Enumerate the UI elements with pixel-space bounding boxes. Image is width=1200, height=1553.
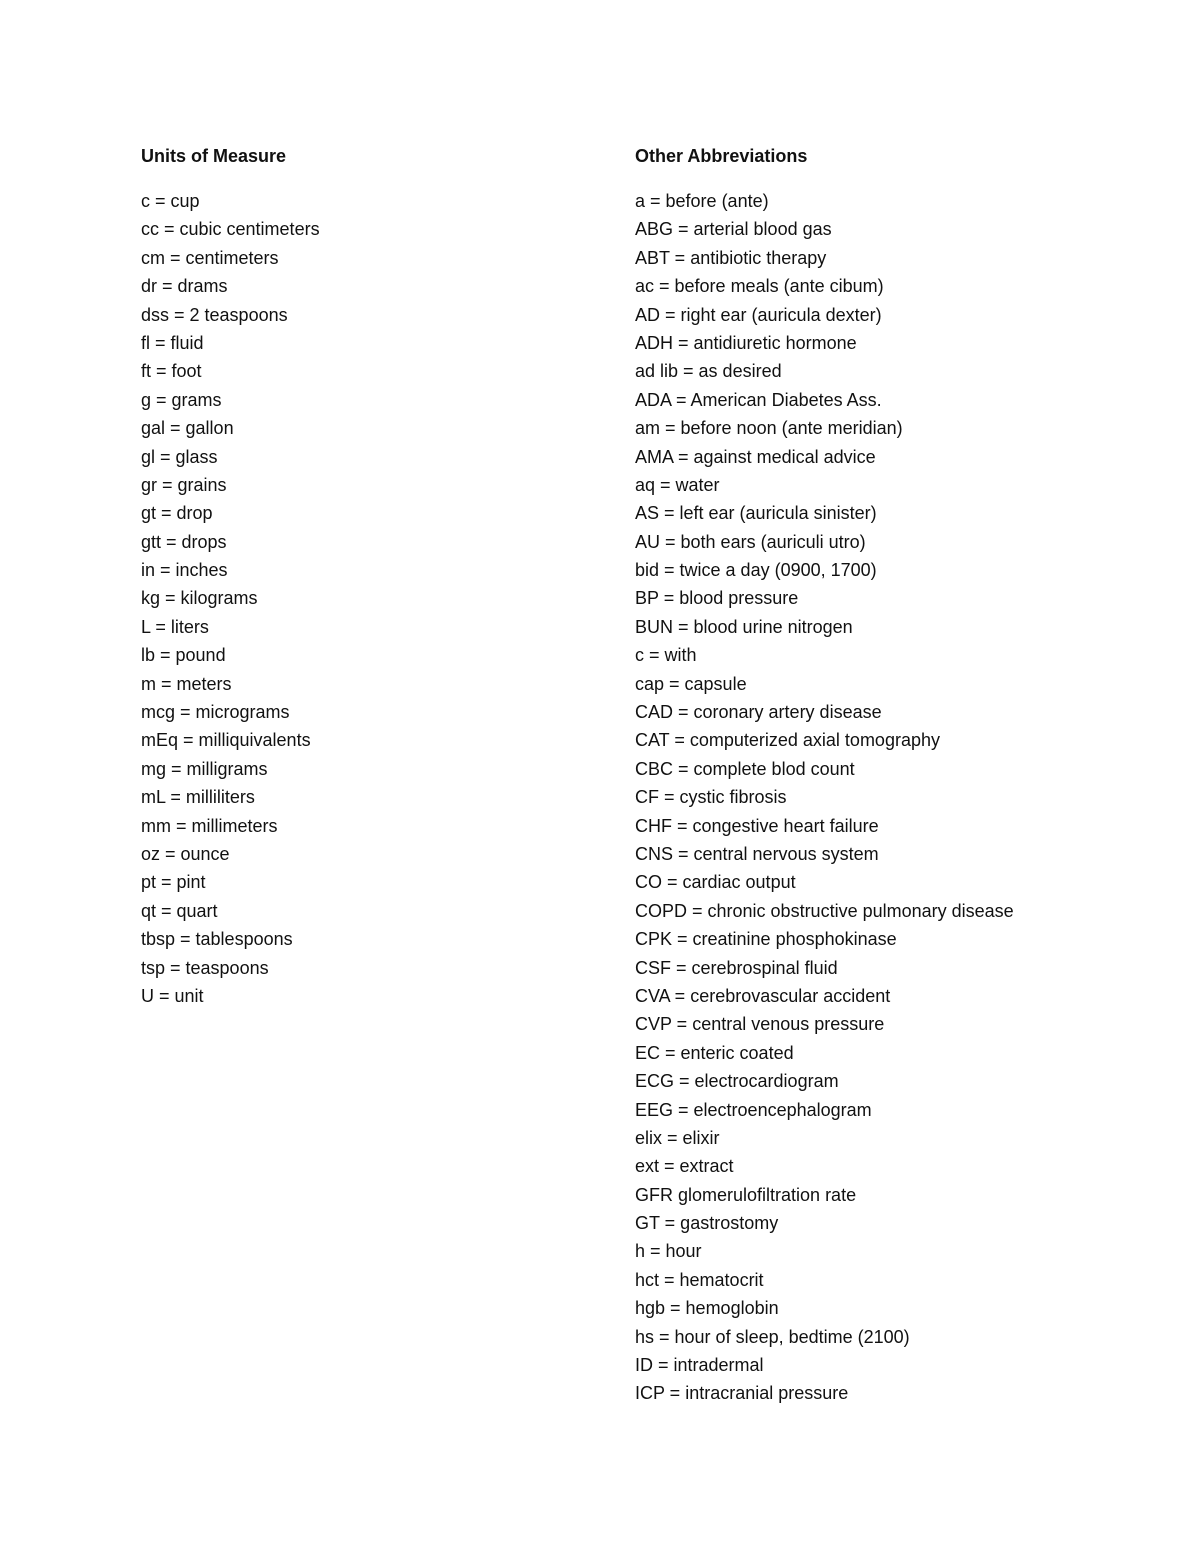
list-item: hgb = hemoglobin [635,1298,779,1319]
list-item: elix = elixir [635,1127,720,1148]
list-item: CSF = cerebrospinal fluid [635,957,838,978]
list-item: mEq = milliquivalents [141,730,311,751]
list-item: ADH = antidiuretic hormone [635,332,857,353]
list-item: c = with [635,645,697,666]
list-item: ID = intradermal [635,1355,764,1376]
list-item: EEG = electroencephalogram [635,1099,872,1120]
list-item: dr = drams [141,276,228,297]
list-item: CPK = creatinine phosphokinase [635,929,897,950]
list-item: dss = 2 teaspoons [141,304,288,325]
list-item: AD = right ear (auricula dexter) [635,304,882,325]
list-item: am = before noon (ante meridian) [635,418,903,439]
list-item: cc = cubic centimeters [141,219,320,240]
list-item: U = unit [141,985,204,1006]
list-item: lb = pound [141,645,226,666]
list-item: AU = both ears (auriculi utro) [635,531,866,552]
list-item: L = liters [141,616,209,637]
abbreviations-heading: Other Abbreviations [635,146,808,166]
list-item: ft = foot [141,361,202,382]
list-item: EC = enteric coated [635,1042,794,1063]
list-item: tbsp = tablespoons [141,929,293,950]
list-item: tsp = teaspoons [141,957,269,978]
other-abbreviations-column [635,143,1155,1408]
list-item: CF = cystic fibrosis [635,787,787,808]
list-item: ICP = intracranial pressure [635,1383,849,1404]
list-item: hct = hematocrit [635,1269,764,1290]
list-item: in = inches [141,560,228,581]
list-item: g = grams [141,389,222,410]
list-item: GFR glomerulofiltration rate [635,1184,857,1205]
list-item: pt = pint [141,872,206,893]
list-item: a = before (ante) [635,191,769,211]
list-item: oz = ounce [141,843,230,864]
list-item: CAD = coronary artery disease [635,702,882,723]
list-item: kg = kilograms [141,588,258,609]
list-item: ABG = arterial blood gas [635,219,832,240]
list-item: bid = twice a day (0900, 1700) [635,560,877,581]
list-item: qt = quart [141,900,218,921]
list-item: CVP = central venous pressure [635,1014,885,1035]
list-item: mg = milligrams [141,758,268,779]
list-item: mm = millimeters [141,815,278,836]
list-item: gal = gallon [141,418,234,439]
list-item: ABT = antibiotic therapy [635,247,827,268]
list-item: c = cup [141,191,200,211]
list-item: gr = grains [141,474,227,495]
list-item: ECG = electrocardiogram [635,1071,839,1092]
units-heading: Units of Measure [141,146,287,166]
list-item: CBC = complete blod count [635,758,855,779]
list-item: CNS = central nervous system [635,843,879,864]
list-item: cap = capsule [635,673,747,694]
list-item: GT = gastrostomy [635,1213,779,1234]
list-item: CAT = computerized axial tomography [635,730,940,751]
list-item: gt = drop [141,503,213,524]
units-of-measure-column [141,143,581,1010]
list-item: m = meters [141,673,232,694]
list-item: CO = cardiac output [635,872,796,893]
list-item: aq = water [635,474,720,495]
list-item: hs = hour of sleep, bedtime (2100) [635,1326,910,1347]
list-item: ADA = American Diabetes Ass. [635,389,882,410]
list-item: cm = centimeters [141,247,279,268]
list-item: gl = glass [141,446,218,467]
list-item: BP = blood pressure [635,588,799,609]
list-item: gtt = drops [141,531,227,552]
list-item: ac = before meals (ante cibum) [635,276,884,297]
units-list [141,187,581,1010]
list-item: mL = milliliters [141,787,255,808]
list-item: ext = extract [635,1156,734,1177]
list-item: BUN = blood urine nitrogen [635,616,853,637]
list-item: AS = left ear (auricula sinister) [635,503,877,524]
list-item: AMA = against medical advice [635,446,876,467]
list-item: COPD = chronic obstructive pulmonary disease [635,900,1014,921]
list-item: CVA = cerebrovascular accident [635,985,891,1006]
list-item: mcg = micrograms [141,702,290,723]
list-item: fl = fluid [141,332,204,353]
list-item: CHF = congestive heart failure [635,815,879,836]
abbreviations-list [635,187,1155,1408]
list-item: h = hour [635,1241,702,1262]
list-item: ad lib = as desired [635,361,782,382]
